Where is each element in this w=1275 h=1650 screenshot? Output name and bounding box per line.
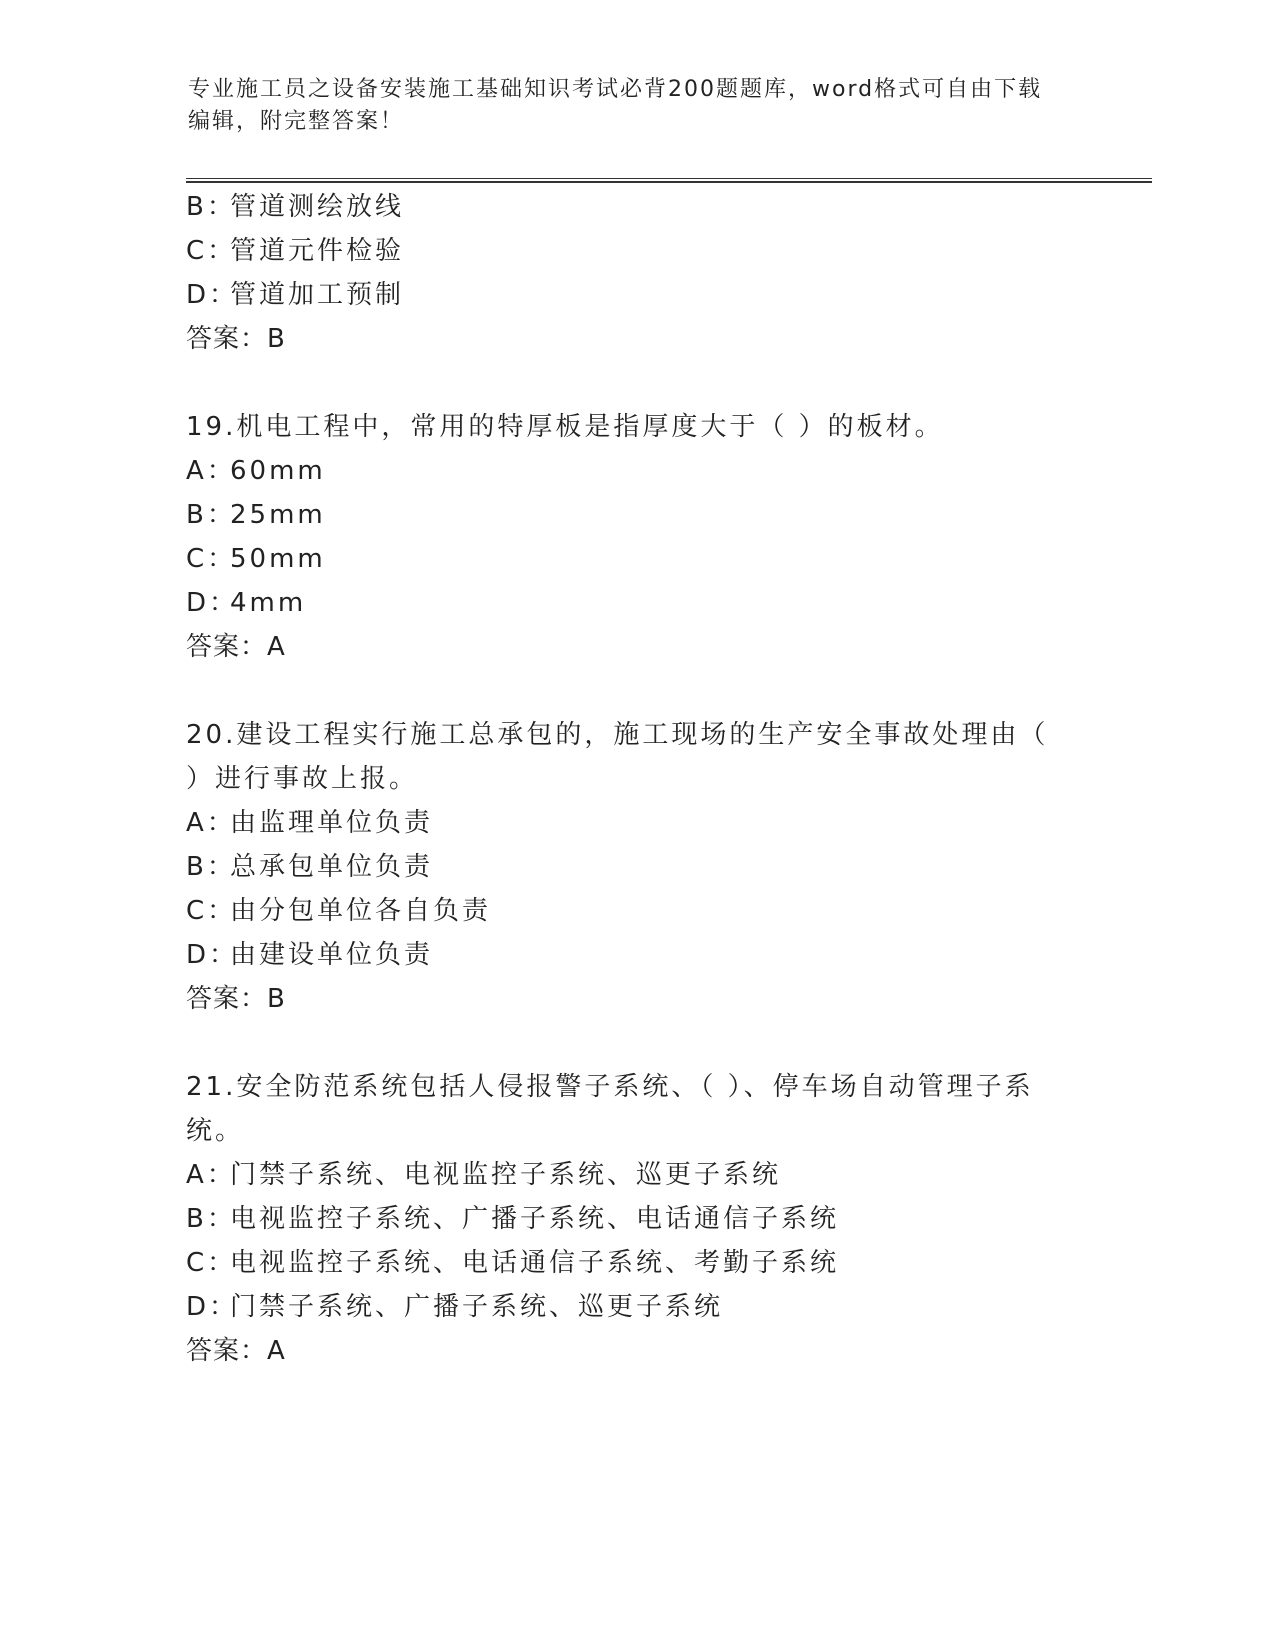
q18-option-b bbox=[186, 190, 404, 224]
q20-stem-line1: 20.建设工程实行施工总承包的，施工现场的生产安全事故处理由（ bbox=[186, 720, 1049, 750]
q19-answer: 答案：A bbox=[186, 632, 286, 662]
option-key: A： bbox=[186, 1160, 236, 1190]
option-key: D： bbox=[186, 588, 239, 618]
header-title-line1: 专业施工员之设备安装施工基础知识考试必背200题题库，word格式可自由下载 bbox=[188, 77, 1043, 102]
option-text: 25mm bbox=[230, 500, 326, 530]
q18-answer: 答案：B bbox=[186, 324, 286, 354]
option-text: 管道加工预制 bbox=[230, 280, 405, 310]
q20-stem-line2: ）进行事故上报。 bbox=[186, 764, 419, 794]
q21-option-a bbox=[186, 1158, 781, 1192]
option-text: 60mm bbox=[230, 456, 326, 486]
q20-answer: 答案：B bbox=[186, 984, 286, 1014]
option-text: 门禁子系统、电视监控子系统、巡更子系统 bbox=[230, 1160, 782, 1190]
option-text: 电视监控子系统、电话通信子系统、考勤子系统 bbox=[230, 1248, 840, 1278]
option-text: 4mm bbox=[230, 588, 307, 618]
q21-option-b bbox=[186, 1202, 839, 1236]
option-text: 管道测绘放线 bbox=[230, 192, 405, 222]
q21-option-c bbox=[186, 1246, 839, 1280]
option-key: B： bbox=[186, 500, 236, 530]
option-key: B： bbox=[186, 192, 236, 222]
option-key: D： bbox=[186, 1292, 239, 1322]
option-key: B： bbox=[186, 1204, 236, 1234]
option-text: 由建设单位负责 bbox=[230, 940, 434, 970]
q19-option-c bbox=[186, 542, 326, 576]
q21-stem-line2: 统。 bbox=[186, 1116, 245, 1146]
option-key: C： bbox=[186, 236, 237, 266]
document-header bbox=[188, 74, 1088, 138]
q19-stem: 19.机电工程中，常用的特厚板是指厚度大于（ ）的板材。 bbox=[186, 412, 944, 442]
q20-option-a bbox=[186, 806, 433, 840]
option-key: D： bbox=[186, 940, 239, 970]
option-key: A： bbox=[186, 808, 236, 838]
option-text: 门禁子系统、广播子系统、巡更子系统 bbox=[230, 1292, 724, 1322]
option-key: C： bbox=[186, 896, 237, 926]
q20-option-b bbox=[186, 850, 433, 884]
option-text: 电视监控子系统、广播子系统、电话通信子系统 bbox=[230, 1204, 840, 1234]
q18-option-c bbox=[186, 234, 404, 268]
option-key: C： bbox=[186, 1248, 237, 1278]
option-text: 管道元件检验 bbox=[230, 236, 405, 266]
header-divider bbox=[186, 178, 1152, 183]
option-text: 总承包单位负责 bbox=[230, 852, 434, 882]
q20-option-d bbox=[186, 938, 433, 972]
option-text: 由分包单位各自负责 bbox=[230, 896, 492, 926]
q19-option-d bbox=[186, 586, 306, 620]
option-key: C： bbox=[186, 544, 237, 574]
option-text: 由监理单位负责 bbox=[230, 808, 434, 838]
q21-answer: 答案：A bbox=[186, 1336, 286, 1366]
q21-stem-line1: 21.安全防范系统包括人侵报警子系统、（ ）、停车场自动管理子系 bbox=[186, 1072, 1034, 1102]
option-key: D： bbox=[186, 280, 239, 310]
q19-option-b bbox=[186, 498, 326, 532]
q20-option-c bbox=[186, 894, 491, 928]
q21-option-d bbox=[186, 1290, 723, 1324]
option-key: A： bbox=[186, 456, 236, 486]
option-key: B： bbox=[186, 852, 236, 882]
q19-option-a bbox=[186, 454, 326, 488]
header-title-line2: 编辑，附完整答案！ bbox=[188, 109, 405, 134]
q18-option-d bbox=[186, 278, 404, 312]
option-text: 50mm bbox=[230, 544, 326, 574]
